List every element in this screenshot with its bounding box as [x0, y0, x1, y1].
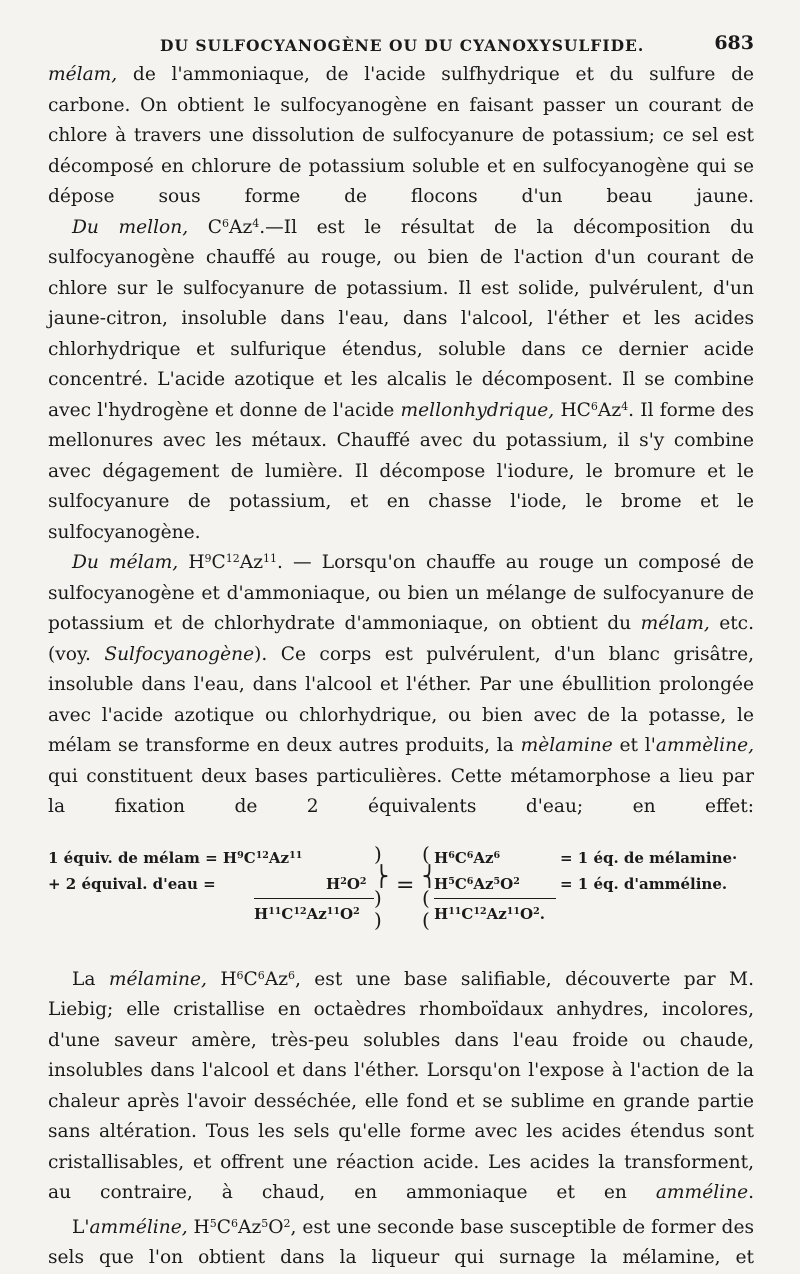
formula: $H^9C^{12}Az^{11}$ — [178, 552, 278, 573]
chemical-equation — [48, 841, 754, 945]
section-term-melamine: mélamine, — [108, 968, 207, 990]
brace-left-icon: ( ⎨ ( ( — [422, 841, 437, 932]
italic-term: mèlamine — [520, 735, 613, 756]
sum-rule-left — [254, 898, 374, 899]
formula: $H^6C^6Az^6$ — [206, 968, 296, 990]
equation-right-1-formula: $H^6C^6Az^6$ — [434, 848, 501, 867]
header-title: DU SULFOCYANOGÈNE OU DU CYANOXYSULFIDE. — [160, 36, 645, 55]
italic-term: mélam, — [640, 613, 710, 634]
paragraph-mellon — [48, 213, 754, 549]
page-number: 683 — [714, 32, 754, 54]
equation-line-2-formula: $H^2O^2$ — [326, 874, 367, 893]
equation-right-1-label: = 1 éq. de mélamine· — [560, 848, 738, 867]
paragraph-sulfocyanogene-prep — [48, 60, 754, 213]
equals-sign: = — [396, 872, 415, 898]
section-term-melam: Du mélam, — [72, 552, 179, 573]
paragraph-text: . — Lorsqu'on chauffe au rouge un composé de sulfocyanogène et d'ammoniaque, ou bien un mélange de sulfocyanure de potassium et de chlorhydrate d'ammoniaque, on obtient du — [48, 552, 754, 634]
equation-right-2-formula: $H^5C^6Az^5O^2$ — [434, 874, 520, 893]
equation-line-3: $H^{11}C^{12}Az^{11}O^2$ — [254, 904, 360, 923]
running-header — [48, 32, 754, 60]
section-term-mellon: Du mellon, — [72, 216, 189, 238]
italic-term: Sulfocyanogène — [104, 643, 255, 665]
italic-term: mélam, — [48, 64, 118, 85]
brace-right-icon: ) ⎬ ) ) — [374, 841, 389, 932]
paragraph-text: L' — [72, 1216, 90, 1238]
paragraph-text: La — [72, 968, 109, 990]
formula: $H^5C^6Az^5O^2$ — [187, 1216, 291, 1238]
italic-term: amméline — [655, 1182, 749, 1203]
paragraph-text: etc. (voy. — [48, 613, 754, 665]
paragraph-text: ). Ce corps est pulvérulent, d'un blanc grisâtre, insoluble dans l'eau, dans l'alcool et l'éther. Par une ébullition prolongée avec l'acide azotique ou chlorhydrique, ou bien avec de la potasse, le mélam se transforme en deux autres produits, la — [48, 643, 754, 756]
paragraph-melamine — [48, 965, 754, 1209]
paragraph-melam — [48, 548, 754, 823]
equation-right-2-label: = 1 éq. d'amméline. — [560, 874, 728, 893]
equation-line-2-label: + 2 équival. d'eau = — [48, 874, 216, 893]
equation-line-1: 1 équiv. de mélam = $H^9C^{12}Az^{11}$ — [48, 848, 303, 867]
formula: $HC^6Az^4$ — [554, 399, 629, 421]
paragraph-ammeline — [48, 1213, 754, 1274]
italic-term: ammèline, — [655, 735, 754, 756]
paragraph-text: .—Il est le résultat de la décomposition du sulfocyanogène chauffé au rouge, ou bien de l'action d'un courant de chlore sur le sulfocyanure de potassium. Il est solide, pulvérulent, d'un jaune-citron, insoluble dans l'eau, dans l'alcool, l'éther et les acides chlorhydrique et sulfurique étendus, soluble dans ce dernier acide concentré. L'acide azotique et les alcalis le décomposent. Il se combine avec l'hydrogène et donne de l'acide — [48, 216, 755, 421]
section-term-ammeline: amméline, — [89, 1216, 188, 1238]
paragraph-text: de l'ammoniaque, de l'acide sulfhydrique et du sulfure de carbone. On obtient le sulfocyanogène en faisant passer un courant de chlore à travers une dissolution de sulfocyanure de potassium; ce sel est décomposé en chlorure de potassium soluble et en sulfocyanogène qui se dépose sous forme de flocons d'un beau jaune. — [48, 64, 754, 207]
paragraph-text: . — [748, 1182, 754, 1203]
formula: $C^6Az^4$ — [188, 216, 260, 238]
paragraph-text: . Il forme des mellonures avec les métaux. Chauffé avec du potassium, il s'y combine avec dégagement de lumière. Il décompose l'iodure, le bromure et le sulfocyanure de potassium, et en chasse l'iode, le brome et le sulfocyanogène. — [48, 399, 754, 543]
sum-rule-right — [434, 898, 556, 899]
paragraph-text: , est une base salifiable, découverte par M. Liebig; elle cristallise en octaèdres rhomboïdaux anhydres, incolores, d'une saveur amère, très-peu solubles dans l'eau froide ou chaude, insolubles dans l'alcool et dans l'éther. Lorsqu'on l'expose à l'action de la chaleur après l'avoir desséchée, elle fond et se sublime en grande partie sans altération. Tous les sels qu'elle forme avec les acides étendus sont cristallisables, et offrent une réaction acide. Les acides la transforment, au contraire, à chaud, en ammoniaque et en — [48, 968, 754, 1203]
equation-right-3: $H^{11}C^{12}Az^{11}O^2$. — [434, 904, 545, 923]
paragraph-text: qui constituent deux bases particulières. Cette métamorphose a lieu par la fixation de 2 équivalents d'eau; en effet: — [48, 765, 754, 817]
document-page — [48, 32, 754, 1274]
italic-term: mellonhydrique, — [400, 399, 555, 421]
paragraph-text: et l' — [612, 735, 656, 756]
paragraph-text: , est une seconde base susceptible de former des sels que l'on obtient dans la liqueur qui surnage la mélamine, et — [48, 1216, 754, 1268]
